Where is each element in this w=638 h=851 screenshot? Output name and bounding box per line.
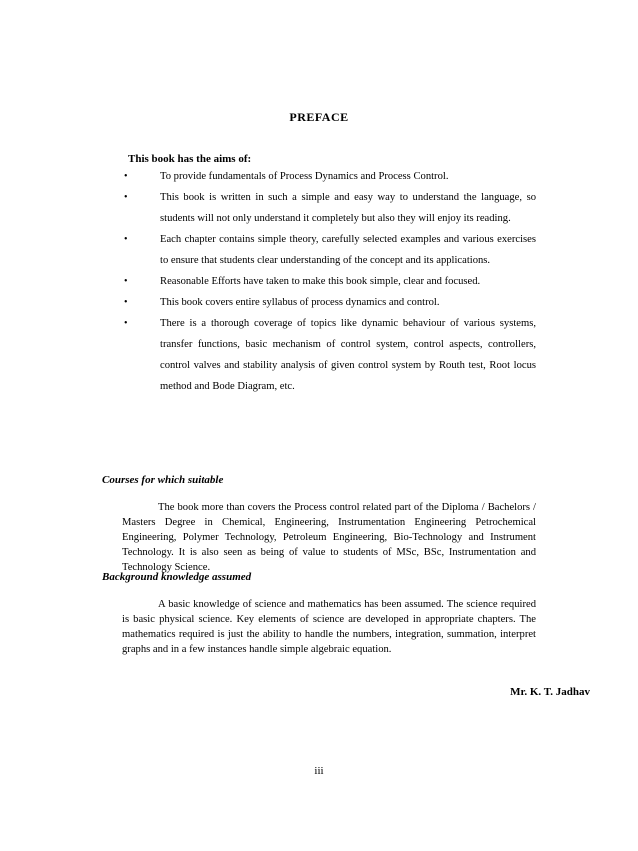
bullet-icon: • <box>124 318 128 329</box>
list-item <box>0 187 536 229</box>
list-item-text: This book is written in such a simple and easy way to understand the language, so students will not only understand it completely but also they will enjoy its reading. <box>160 192 536 224</box>
list-item-text: There is a thorough coverage of topics like dynamic behaviour of various systems, transfer functions, basic mechanism of control system, control aspects, controllers, control valves and stability analysis of given control system by Routh test, Root locus method and Bode Diagram, etc. <box>160 318 536 392</box>
list-item-text: To provide fundamentals of Process Dynamics and Process Control. <box>160 171 449 182</box>
bullet-icon: • <box>124 171 128 182</box>
list-item-text: Reasonable Efforts have taken to make this book simple, clear and focused. <box>160 276 481 287</box>
list-item-text: This book covers entire syllabus of process dynamics and control. <box>160 297 440 308</box>
list-item <box>0 292 536 313</box>
page-number: iii <box>314 765 324 777</box>
background-paragraph: A basic knowledge of science and mathematics has been assumed. The science required is basic physical science. Key elements of science are developed in appropriate chapters. The mathematics required is just the ability to handle the numbers, integration, summation, interpret graphs and in a few instances handle simple algebraic equation. <box>122 599 536 655</box>
background-heading: Background knowledge assumed <box>102 571 252 583</box>
courses-heading: Courses for which suitable <box>102 474 224 486</box>
list-item <box>0 271 536 292</box>
bullet-icon: • <box>124 192 128 203</box>
bullet-icon: • <box>124 234 128 245</box>
author-signature: Mr. K. T. Jadhav <box>510 686 590 698</box>
page-title: PREFACE <box>289 110 349 124</box>
list-item-text: Each chapter contains simple theory, carefully selected examples and various exercises to ensure that students clear understanding of the concept and its applications. <box>160 234 536 266</box>
bullet-icon: • <box>124 297 128 308</box>
list-item <box>0 166 536 187</box>
courses-paragraph: The book more than covers the Process control related part of the Diploma / Bachelors / Masters Degree in Chemical, Engineering, Instrumentation Engineering Petrochemical Engineering, Polymer Technology, Petroleum Engineering, Bio-Technology and Instrument Technology. It is also seen as being of value to students of MSc, BSc, Instrumentation and Technology Science. <box>122 502 536 573</box>
aims-list <box>0 166 638 397</box>
list-item <box>0 229 536 271</box>
list-item <box>0 313 536 397</box>
aims-heading: This book has the aims of: <box>128 153 252 165</box>
bullet-icon: • <box>124 276 128 287</box>
